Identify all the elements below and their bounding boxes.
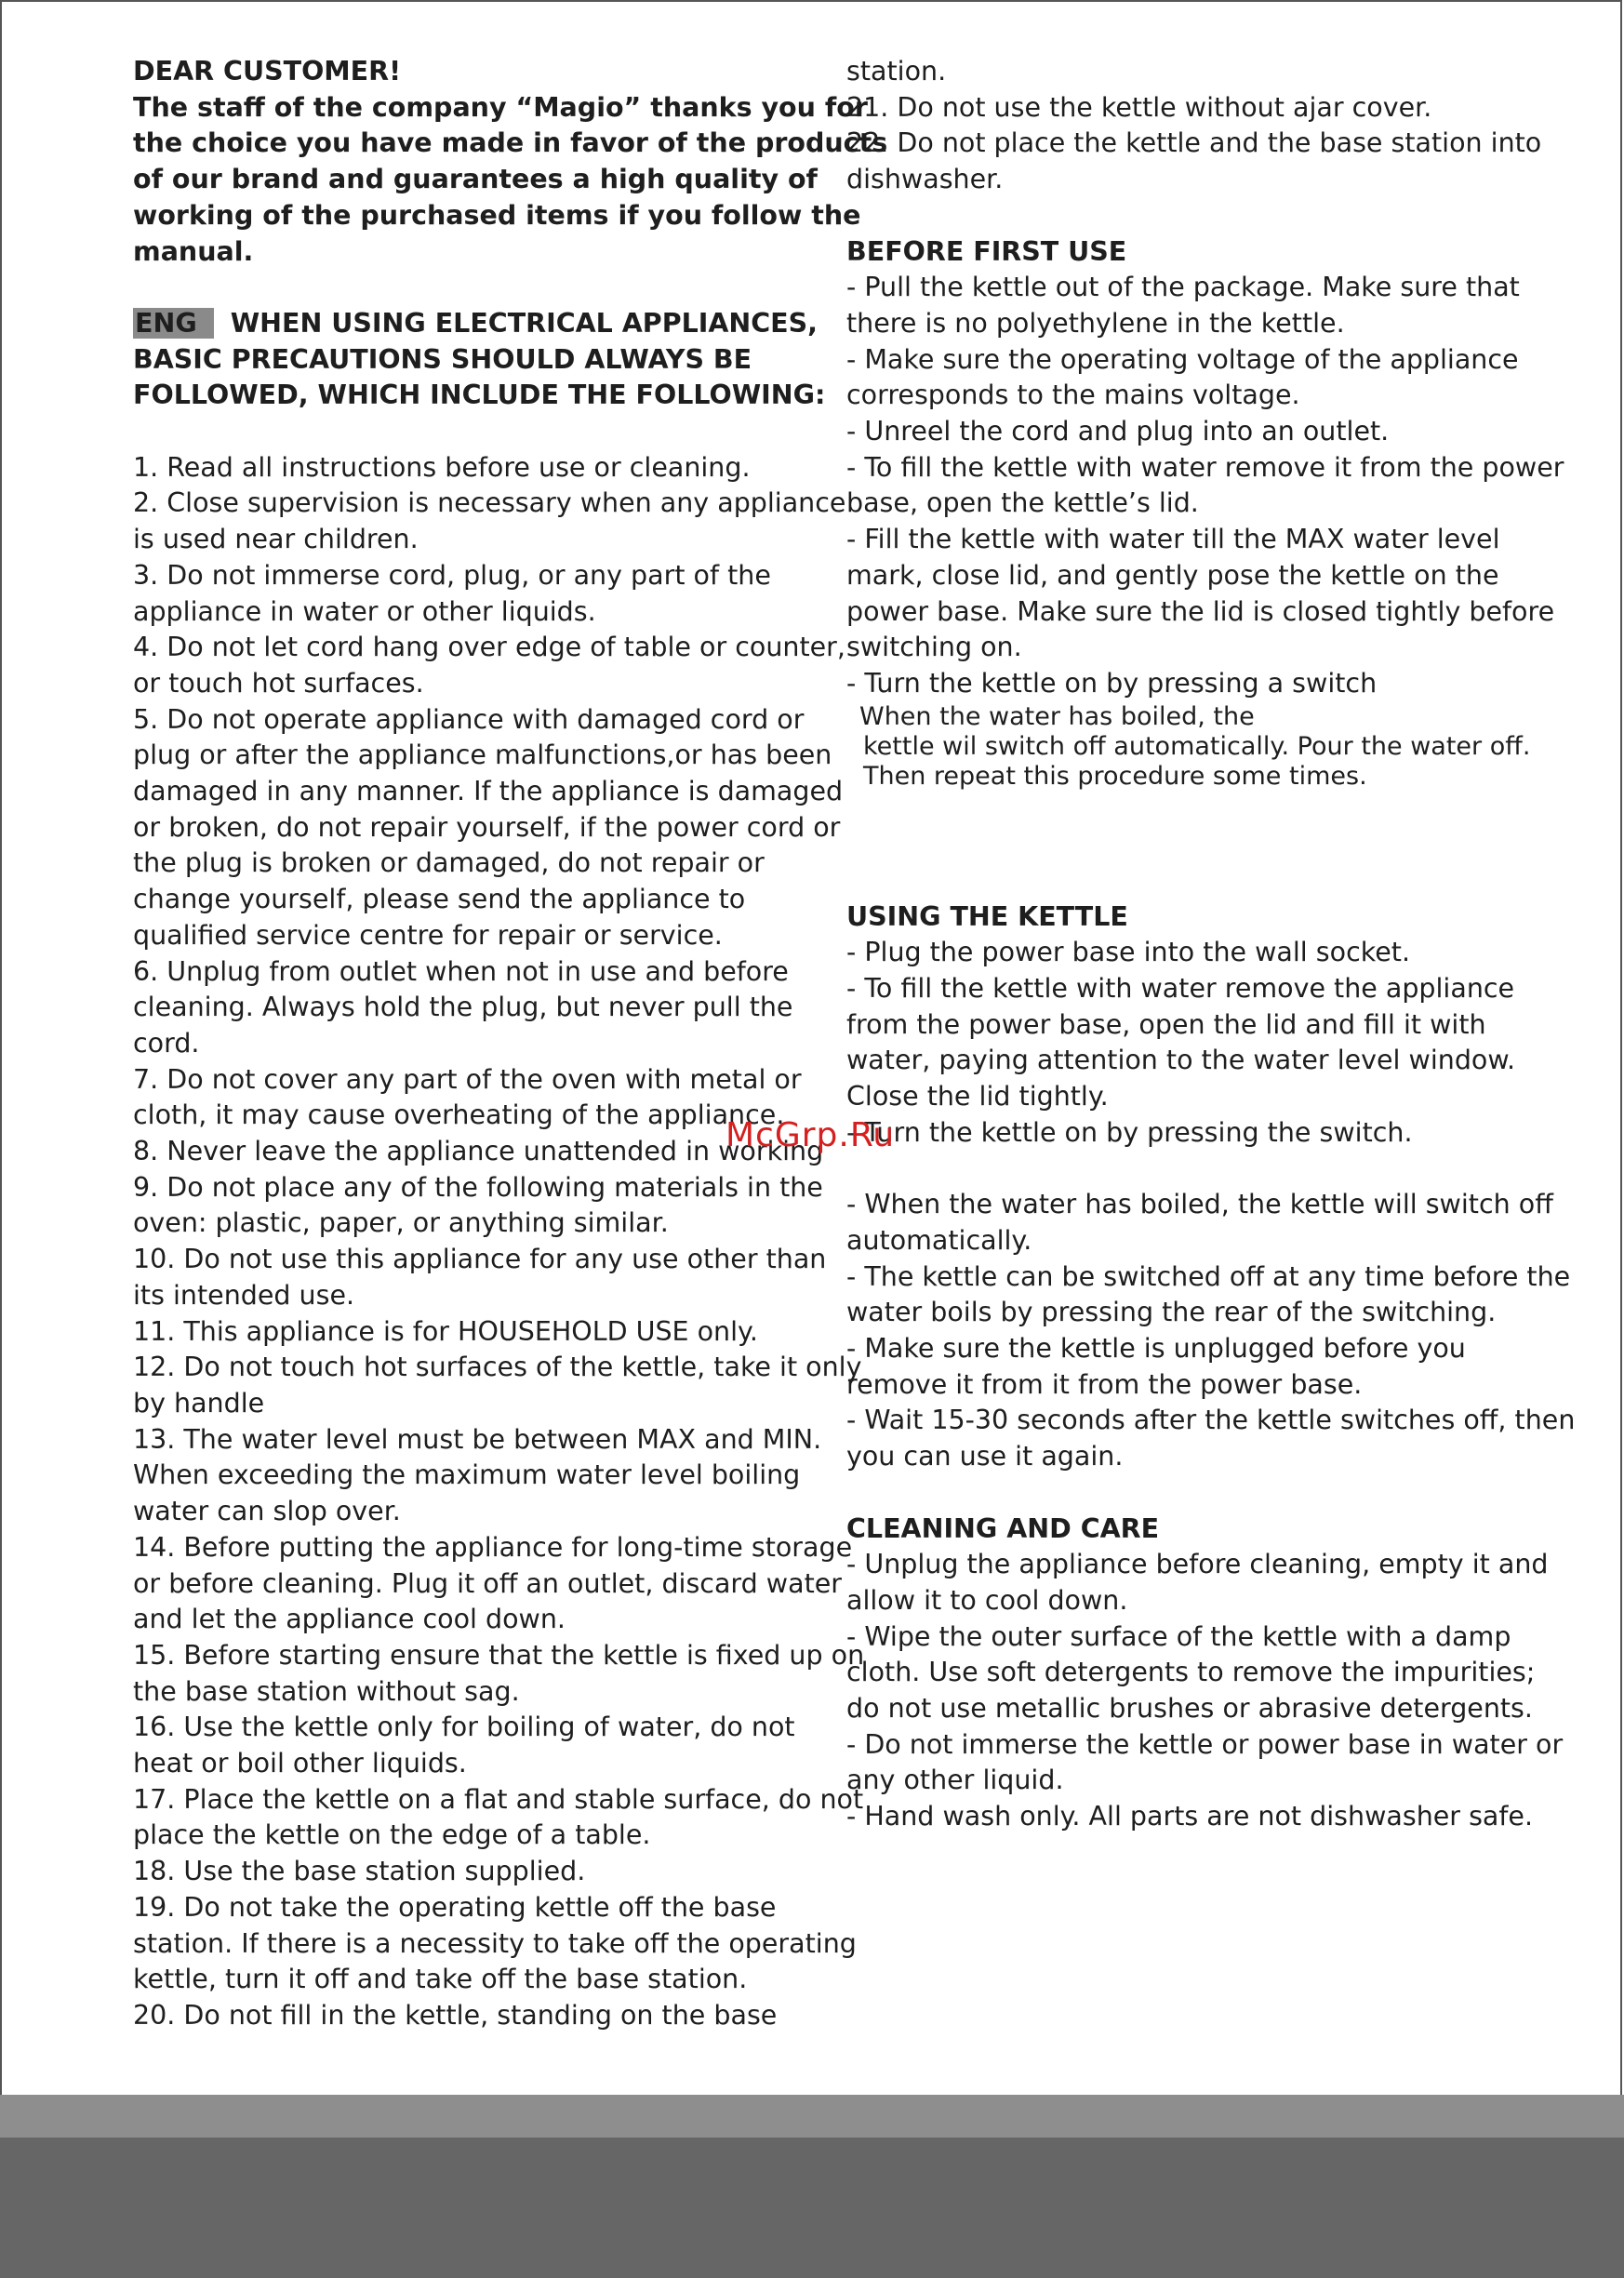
heading-line: FOLLOWED, WHICH INCLUDE THE FOLLOWING: [133,380,826,411]
left-column [133,54,888,2034]
text-line: its intended use. [133,1279,355,1311]
text-line: cloth, it may cause overheating of the appliance. [133,1099,785,1131]
text-line: cord. [133,1027,200,1059]
text-line: cleaning. Always hold the plug, but never pull the [133,992,793,1023]
text-line: you can use it again. [846,1441,1124,1472]
text-line: remove it from it from the power base. [846,1368,1363,1400]
text-line: - Make sure the kettle is unplugged before you [846,1333,1466,1365]
using-the-kettle-list [846,935,1530,1151]
text-line: 9. Do not place any of the following materials in the [133,1171,823,1203]
text-line: 6. Unplug from outlet when not in use and before [133,955,789,987]
text-line: the plug is broken or damaged, do not repair or [133,847,765,879]
text-line: kettle wil switch off automatically. Pour the water off. [863,731,1531,761]
intro-block [133,54,888,270]
text-line: dishwasher. [846,164,1004,195]
text-line: damaged in any manner. If the appliance is damaged [133,776,844,807]
text-line: there is no polyethylene in the kettle. [846,307,1345,339]
intro-line: the choice you have made in favor of the products [133,127,888,159]
text-line: - The kettle can be switched off at any time before the [846,1260,1571,1292]
text-line: corresponds to the mains voltage. [846,380,1300,411]
before-first-use-extra [846,702,1530,792]
heading-line: BASIC PRECAUTIONS SHOULD ALWAYS BE [133,343,752,375]
text-line: - Turn the kettle on by pressing the switch. [846,1116,1413,1148]
text-line: any other liquid. [846,1765,1064,1796]
text-line: 17. Place the kettle on a flat and stable surface, do not [133,1783,864,1815]
footer-band-dark [0,2138,1624,2278]
text-line: qualified service centre for repair or service. [133,919,723,951]
text-line: automatically. [846,1224,1032,1256]
text-line: - When the water has boiled, the kettle will switch off [846,1189,1553,1220]
text-line: 10. Do not use this appliance for any use other than [133,1244,827,1275]
text-line: is used near children. [133,524,419,555]
text-line: - Plug the power base into the wall socket. [846,937,1411,968]
text-line: water can slop over. [133,1496,401,1527]
text-line: water boils by pressing the rear of the switching. [846,1297,1497,1328]
text-line: - To fill the kettle with water remove the appliance [846,973,1515,1005]
precautions-list [133,450,865,2034]
intro-line: working of the purchased items if you follow the [133,199,861,231]
text-line: station. [846,56,947,87]
text-line: - To fill the kettle with water remove it from the power [846,451,1564,483]
text-line: or touch hot surfaces. [133,667,424,699]
text-line: the base station without sag. [133,1675,520,1707]
text-line: - Hand wash only. All parts are not dishwasher safe. [846,1801,1534,1832]
text-line: plug or after the appliance malfunctions,or has been [133,739,832,771]
text-line: 8. Never leave the appliance unattended in working [133,1136,824,1167]
text-line: - Unplug the appliance before cleaning, empty it and [846,1549,1549,1580]
text-line: 3. Do not immerse cord, plug, or any part of the [133,559,771,591]
text-line: Then repeat this procedure some times. [863,761,1367,791]
text-line: oven: plastic, paper, or anything similar. [133,1207,669,1239]
text-line: 5. Do not operate appliance with damaged cord or [133,703,805,735]
text-line: from the power base, open the lid and fill it with [846,1008,1486,1040]
text-line: and let the appliance cool down. [133,1604,566,1635]
text-line: or broken, do not repair yourself, if the power cord or [133,811,841,843]
text-line: 18. Use the base station supplied. [133,1856,586,1887]
text-line: 2. Close supervision is necessary when any appliance [133,487,846,519]
using-the-kettle-heading: USING THE KETTLE [846,900,1128,932]
text-line: 22. Do not place the kettle and the base station into [846,127,1542,159]
text-line: 7. Do not cover any part of the oven with metal or [133,1063,802,1095]
text-line: - Make sure the operating voltage of the appliance [846,343,1519,375]
text-line: When exceeding the maximum water level boiling [133,1459,801,1491]
text-line: 15. Before starting ensure that the kettle is fixed up on [133,1639,865,1671]
right-column [846,54,1576,1835]
footer-band-light [0,2095,1624,2138]
text-line: base, open the kettle’s lid. [846,487,1199,519]
precautions-heading [133,306,826,414]
text-line: change yourself, please send the appliance to [133,884,746,915]
using-the-kettle-list-2 [846,1187,1576,1475]
text-line: 14. Before putting the appliance for long-time storage [133,1531,853,1563]
watermark: McGrp.Ru [725,1116,896,1154]
text-line: 12. Do not touch hot surfaces of the kettle, take it only [133,1352,862,1383]
text-line: station. If there is a necessity to take off the operating [133,1927,857,1959]
text-line: kettle, turn it off and take off the base station. [133,1964,748,1995]
text-line: by handle [133,1387,265,1419]
text-line: - Wait 15-30 seconds after the kettle switches off, then [846,1405,1576,1436]
text-line: - Do not immerse the kettle or power base in water or [846,1728,1564,1760]
text-line: - Fill the kettle with water till the MAX water level [846,524,1500,555]
text-line: Close the lid tightly. [846,1081,1109,1112]
before-first-use-list [846,270,1564,701]
intro-line: manual. [133,235,254,267]
text-line: or before cleaning. Plug it off an outlet, discard water [133,1567,842,1599]
before-first-use-heading: BEFORE FIRST USE [846,235,1127,267]
intro-line: The staff of the company “Magio” thanks you for [133,91,868,123]
text-line: switching on. [846,632,1022,663]
text-line: do not use metallic brushes or abrasive detergents. [846,1693,1533,1725]
cleaning-and-care-list [846,1547,1564,1835]
text-line: heat or boil other liquids. [133,1748,467,1779]
text-line: 13. The water level must be between MAX and MIN. [133,1423,822,1455]
text-line: 20. Do not fill in the kettle, standing on the base [133,1999,778,2031]
precautions-continued [846,54,1542,198]
text-line: mark, close lid, and gently pose the kettle on the [846,559,1499,591]
language-badge: ENG [133,308,214,339]
text-line: 16. Use the kettle only for boiling of water, do not [133,1712,795,1743]
text-line: water, paying attention to the water level window. [846,1045,1516,1076]
text-line: place the kettle on the edge of a table. [133,1819,651,1851]
text-line: cloth. Use soft detergents to remove the impurities; [846,1657,1536,1688]
text-line: - Unreel the cord and plug into an outlet. [846,416,1390,447]
intro-line: of our brand and guarantees a high quality of [133,164,818,195]
text-line: 1. Read all instructions before use or cleaning. [133,451,751,483]
intro-line: DEAR CUSTOMER! [133,56,402,87]
text-line: - Turn the kettle on by pressing a switch [846,667,1378,699]
heading-line: WHEN USING ELECTRICAL APPLIANCES, [230,307,818,339]
text-line: 19. Do not take the operating kettle off the base [133,1891,777,1923]
text-line: 4. Do not let cord hang over edge of table or counter, [133,632,845,663]
cleaning-and-care-heading: CLEANING AND CARE [846,1512,1160,1544]
text-line: appliance in water or other liquids. [133,595,596,627]
text-line: 21. Do not use the kettle without ajar cover. [846,91,1432,123]
text-line: 11. This appliance is for HOUSEHOLD USE only. [133,1315,758,1347]
text-line: - Pull the kettle out of the package. Make sure that [846,272,1520,303]
text-line: - Wipe the outer surface of the kettle with a damp [846,1620,1511,1652]
text-line: allow it to cool down. [846,1584,1128,1616]
text-line: power base. Make sure the lid is closed tightly before [846,595,1555,627]
text-line: When the water has boiled, the [859,701,1255,731]
